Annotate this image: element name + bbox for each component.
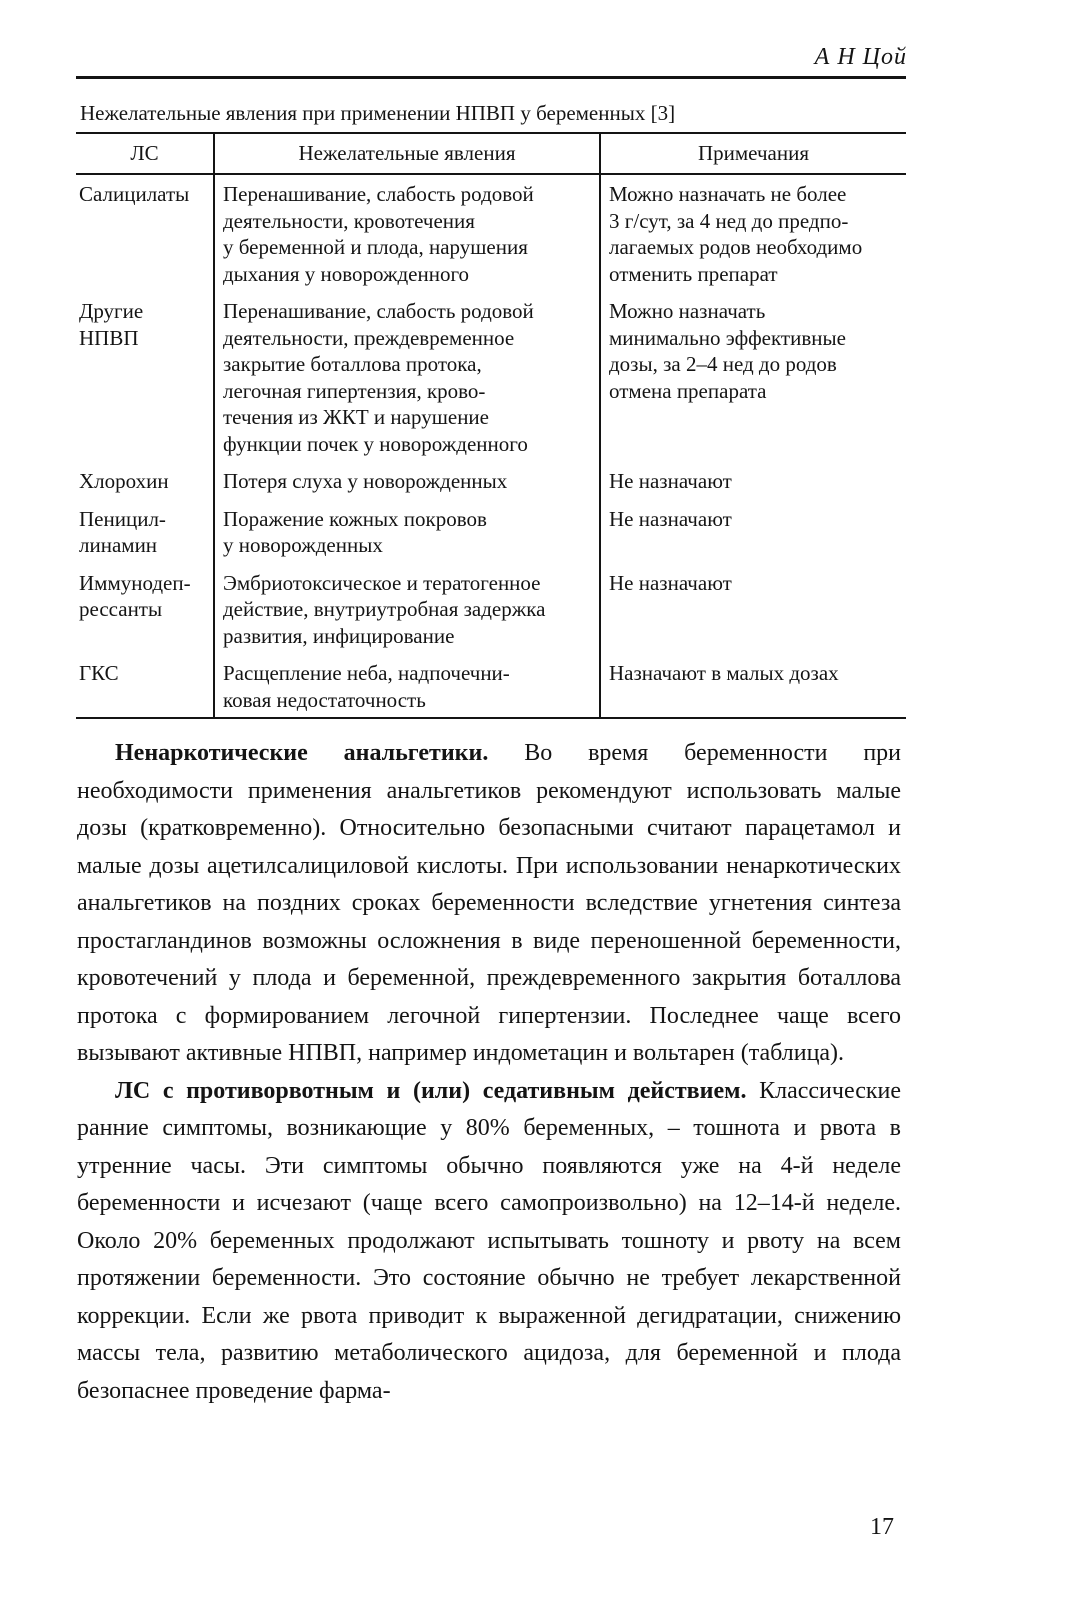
table-row (76, 298, 906, 468)
paragraph-heading: ЛС с противорвотным и (или) седативным действием. (115, 1077, 747, 1104)
table-row (76, 468, 906, 506)
paragraph-text: Классические ранние симптомы, возникающие у 80% беременных, – тошнота и рвота в утренние часы. Эти симптомы обычно появляются уже на 4-й неделе беременности и исчезают (чаще всего самопроизвольно) на 12–14-й неделе. Около 20% беременных продолжают испытывать тошноту и рвоту на всем протяжении беременности. Это состояние обычно не требует лекарственной коррекции. Если же рвота приводит к выраженной дегидратации, снижению массы тела, развитию метаболического ацидоза, для беременной и плода безопаснее проведение фарма- (77, 1077, 902, 1404)
column-header-notes: Примечания (600, 133, 906, 174)
cell-effects: Перенашивание, слабость родовой деятельности, преждевременное закрытие боталлова протока, легочная гипертензия, крово- течения из ЖКТ и нарушение функции почек у новорожденного (214, 298, 600, 468)
table-row (76, 174, 906, 298)
cell-effects: Эмбриотоксическое и тератогенное действие, внутриутробная задержка развития, инфицирование (214, 570, 600, 661)
cell-notes: Можно назначать минимально эффективные дозы, за 2–4 нед до родов отмена препарата (600, 298, 906, 468)
cell-effects: Расщепление неба, надпочечни- ковая недостаточность (214, 660, 600, 718)
cell-drug: Другие НПВП (79, 299, 144, 350)
running-header-author: А Н Цой (814, 44, 907, 70)
cell-drug: Иммунодеп- рессанты (79, 570, 191, 621)
paragraph-text: Во время беременности при необходимости применения анальгетиков рекомендуют использовать малые дозы (кратковременно). Относительно безопасными считают парацетамол и малые дозы ацетилсалициловой кислоты. При использовании ненаркотических анальгетиков на поздних сроках беременности вследствие угнетения синтеза простагландинов возможны осложнения в виде переношенной беременности, кровотечений у плода и беременной, преждевременного закрытия боталлова протока с формированием легочной гипертензии. Последнее чаще всего вызывают активные НПВП, например индометацин и вольтарен (таблица). (77, 740, 902, 1066)
adverse-effects-table (76, 132, 906, 719)
cell-drug: Салицилаты (79, 182, 190, 206)
body-text (77, 735, 901, 1410)
paragraph-analgesics (77, 735, 901, 1073)
cell-notes: Не назначают (600, 468, 906, 506)
column-header-drug: ЛС (76, 133, 214, 174)
table-row (76, 570, 906, 661)
cell-notes: Не назначают (600, 506, 906, 570)
header-rule (76, 76, 906, 79)
cell-drug: ГКС (76, 660, 214, 718)
table-header-row (76, 133, 906, 174)
cell-drug: Пеницил- линамин (79, 506, 166, 557)
page-number: 17 (870, 1514, 894, 1540)
table-row (76, 660, 906, 718)
cell-notes: Можно назначать не более 3 г/сут, за 4 нед до предпо- лагаемых родов необходимо отменить препарат (600, 174, 906, 298)
cell-drug: Хлорохин (79, 469, 169, 493)
table-caption: Нежелательные явления при применении НПВП у беременных [3] (80, 101, 676, 125)
table-row (76, 506, 906, 570)
paragraph-heading: Ненаркотические анальгетики. (115, 740, 489, 766)
cell-effects: Поражение кожных покровов у новорожденных (214, 506, 600, 570)
cell-effects: Потеря слуха у новорожденных (214, 468, 600, 506)
cell-notes: Не назначают (600, 570, 906, 661)
cell-notes: Назначают в малых дозах (600, 660, 906, 718)
column-header-effects: Нежелательные явления (214, 133, 600, 174)
cell-effects: Перенашивание, слабость родовой деятельности, кровотечения у беременной и плода, нарушения дыхания у новорожденного (214, 174, 600, 298)
paragraph-antiemetics (77, 1073, 901, 1411)
